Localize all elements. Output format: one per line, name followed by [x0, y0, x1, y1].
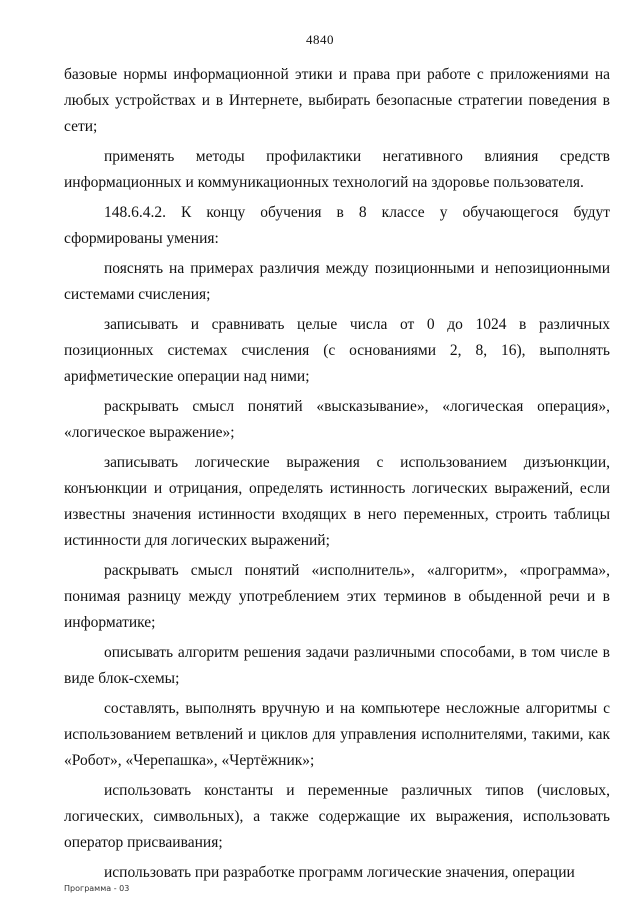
document-body	[64, 62, 610, 890]
paragraph: использовать при разработке программ логические значения, операции	[104, 864, 575, 881]
paragraph: базовые нормы информационной этики и права при работе с приложениями на любых устройствах и в Интернете, выбирать безопасные стратегии поведения в сети;	[64, 66, 610, 135]
paragraph: записывать и сравнивать целые числа от 0 до 1024 в различных позиционных системах счисления (с основаниями 2, 8, 16), выполнять арифметические операции над ними;	[64, 316, 610, 385]
paragraph: описывать алгоритм решения задачи различными способами, в том числе в виде блок-схемы;	[64, 644, 610, 687]
paragraph: записывать логические выражения с использованием дизъюнкции, конъюнкции и отрицания, определять истинность логических выражений, если известны значения истинности входящих в него переменных, строить таблицы истинности для логических выражений;	[64, 454, 610, 549]
paragraph: пояснять на примерах различия между позиционными и непозиционными системами счисления;	[64, 260, 610, 303]
paragraph: раскрывать смысл понятий «исполнитель», «алгоритм», «программа», понимая разницу между употреблением этих терминов в обыденной речи и в информатике;	[64, 562, 610, 631]
paragraph: раскрывать смысл понятий «высказывание», «логическая операция», «логическое выражение»;	[64, 398, 610, 441]
paragraph: применять методы профилактики негативного влияния средств информационных и коммуникационных технологий на здоровье пользователя.	[64, 148, 610, 191]
paragraph: использовать константы и переменные различных типов (числовых, логических, символьных), а также содержащие их выражения, использовать оператор присваивания;	[64, 782, 610, 851]
paragraph: 148.6.4.2. К концу обучения в 8 классе у обучающегося будут сформированы умения:	[64, 204, 610, 247]
page-number: 4840	[306, 32, 334, 47]
footer-label: Программа - 03	[64, 884, 130, 893]
paragraph: составлять, выполнять вручную и на компьютере несложные алгоритмы с использованием ветвлений и циклов для управления исполнителями, такими, как «Робот», «Черепашка», «Чертёжник»;	[64, 700, 610, 769]
